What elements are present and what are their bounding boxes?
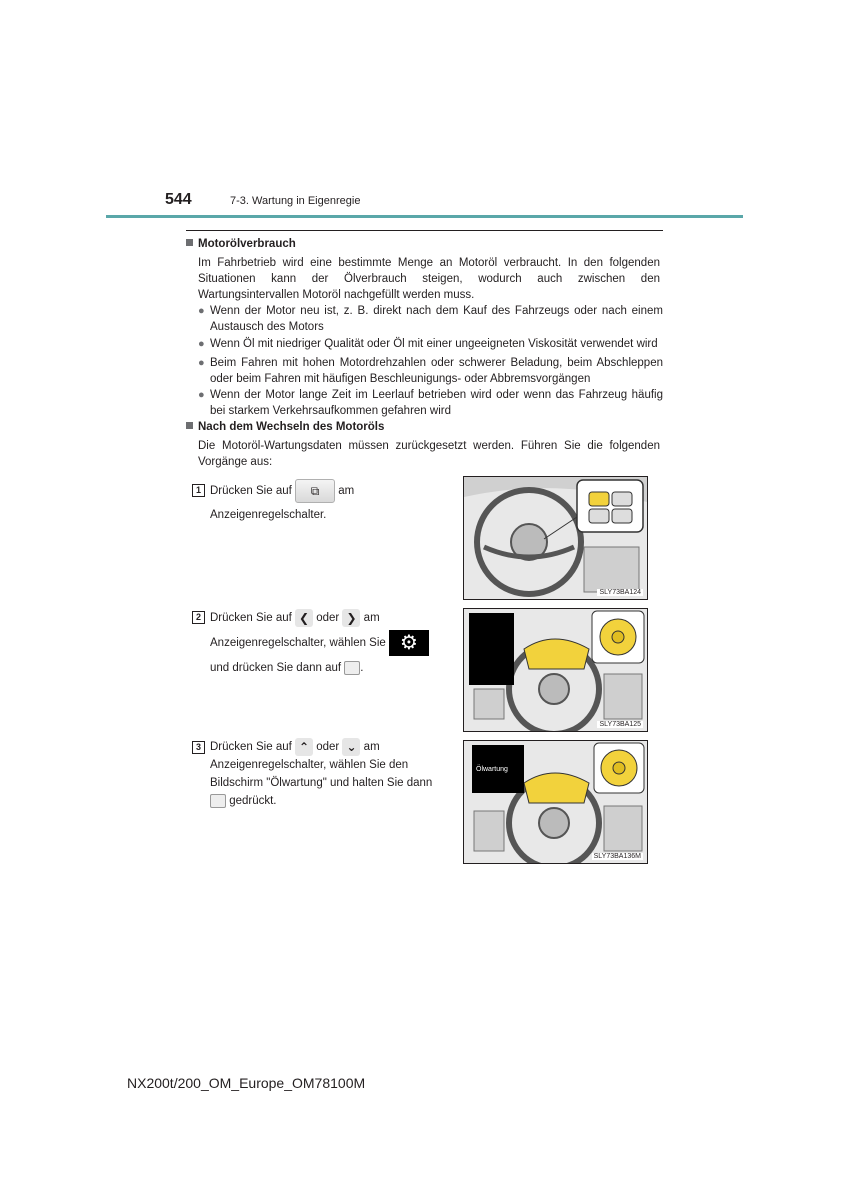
step-number: 2 [192, 611, 205, 624]
bullet-dot-icon: ● [198, 305, 205, 317]
step-text-part: am Anzeigenregelschalter. [210, 485, 355, 522]
dashboard-oil-screen-illustration [464, 741, 647, 863]
figure-code: SLY73BA136M [593, 853, 641, 860]
step-text-part: Drücken Sie auf [210, 612, 292, 624]
figure-step-2 [463, 608, 648, 732]
step-3 [192, 738, 450, 810]
after-change-title: Nach dem Wechseln des Motoröls [198, 421, 385, 433]
step-text-part: Drücken Sie auf [210, 741, 292, 754]
figure-step-1 [463, 476, 648, 600]
chevron-left-icon: ❮ [295, 609, 313, 627]
step-text-part: Drücken Sie auf [210, 485, 292, 498]
figure-code: SLY73BA125 [599, 721, 641, 728]
step-number: 3 [192, 741, 205, 754]
step-text [192, 606, 450, 680]
step-text [192, 738, 450, 810]
bullet-dot-icon: ● [198, 338, 205, 350]
step-text-part: gedrückt. [229, 795, 277, 808]
footer-doc-id: NX200t/200_OM_Europe_OM78100M [127, 1075, 366, 1091]
step-text-part: am Anzeigenregelschalter, wählen Sie den Bildschirm "Ölwartung" und halten Sie dann [210, 741, 433, 790]
after-change-heading [186, 421, 384, 433]
bullet-text: Wenn der Motor lange Zeit im Leerlauf betrieben wird oder wenn das Fahrzeug häufig bei starkem Verkehrsaufkommen gefahren wird [210, 389, 663, 417]
step-text-part: oder [316, 741, 340, 754]
enter-button-icon [210, 794, 226, 808]
bullet-text: Wenn der Motor neu ist, z. B. direkt nach dem Kauf des Fahrzeugs oder nach einem Austausch des Motors [210, 305, 663, 333]
steering-wheel-illustration [464, 477, 647, 599]
oil-consumption-title: Motorölverbrauch [198, 238, 296, 250]
bullet-item [198, 303, 663, 335]
bullet-item [198, 336, 663, 352]
gear-icon: ⚙ [389, 630, 429, 656]
after-change-intro: Die Motoröl-Wartungsdaten müssen zurückgesetzt werden. Führen Sie die folgenden Vorgänge aus: [198, 440, 660, 468]
step-number: 1 [192, 484, 205, 497]
display-button-icon: ⧉ [295, 479, 335, 503]
bullet-item [198, 355, 663, 387]
bullet-dot-icon: ● [198, 357, 205, 369]
oil-maintenance-screen-label: Ölwartung [476, 766, 508, 773]
square-bullet-icon [186, 422, 193, 429]
figure-code: SLY73BA124 [599, 589, 641, 596]
chevron-up-icon: ⌃ [295, 738, 313, 756]
figure-step-3 [463, 740, 648, 864]
step-text-part: . [360, 662, 364, 674]
step-text-part: und drücken Sie dann auf [210, 662, 342, 674]
bullet-text: Wenn Öl mit niedriger Qualität oder Öl mit einer ungeeigneten Viskosität verwendet wird [210, 338, 658, 350]
bullet-dot-icon: ● [198, 389, 205, 401]
step-2 [192, 606, 450, 680]
enter-button-icon [344, 661, 360, 675]
chevron-right-icon: ❯ [342, 609, 360, 627]
dashboard-illustration [464, 609, 647, 731]
oil-consumption-heading [186, 238, 296, 250]
chevron-down-icon: ⌄ [342, 738, 360, 756]
step-text-part: oder [316, 612, 340, 624]
bullet-item [198, 387, 663, 419]
step-text-part: am Anzeigenregelschalter, wählen Sie [210, 612, 386, 650]
oil-consumption-intro: Im Fahrbetrieb wird eine bestimmte Menge an Motoröl verbraucht. In den folgenden Situationen kann der Ölverbrauch steigen, wodurch auch zwischen den Wartungsintervallen Motoröl nachgefüllt werden muss. [198, 257, 660, 301]
content-rule [186, 230, 663, 231]
header-rule [106, 215, 743, 218]
step-text [192, 479, 450, 527]
bullet-text: Beim Fahren mit hohen Motordrehzahlen oder schwerer Beladung, beim Abschleppen oder beim Fahren mit häufigen Beschleunigungs- oder Abbremsvorgängen [210, 357, 663, 385]
section-title: 7-3. Wartung in Eigenregie [230, 195, 361, 207]
square-bullet-icon [186, 239, 193, 246]
page-number: 544 [165, 191, 192, 208]
step-1 [192, 479, 450, 527]
